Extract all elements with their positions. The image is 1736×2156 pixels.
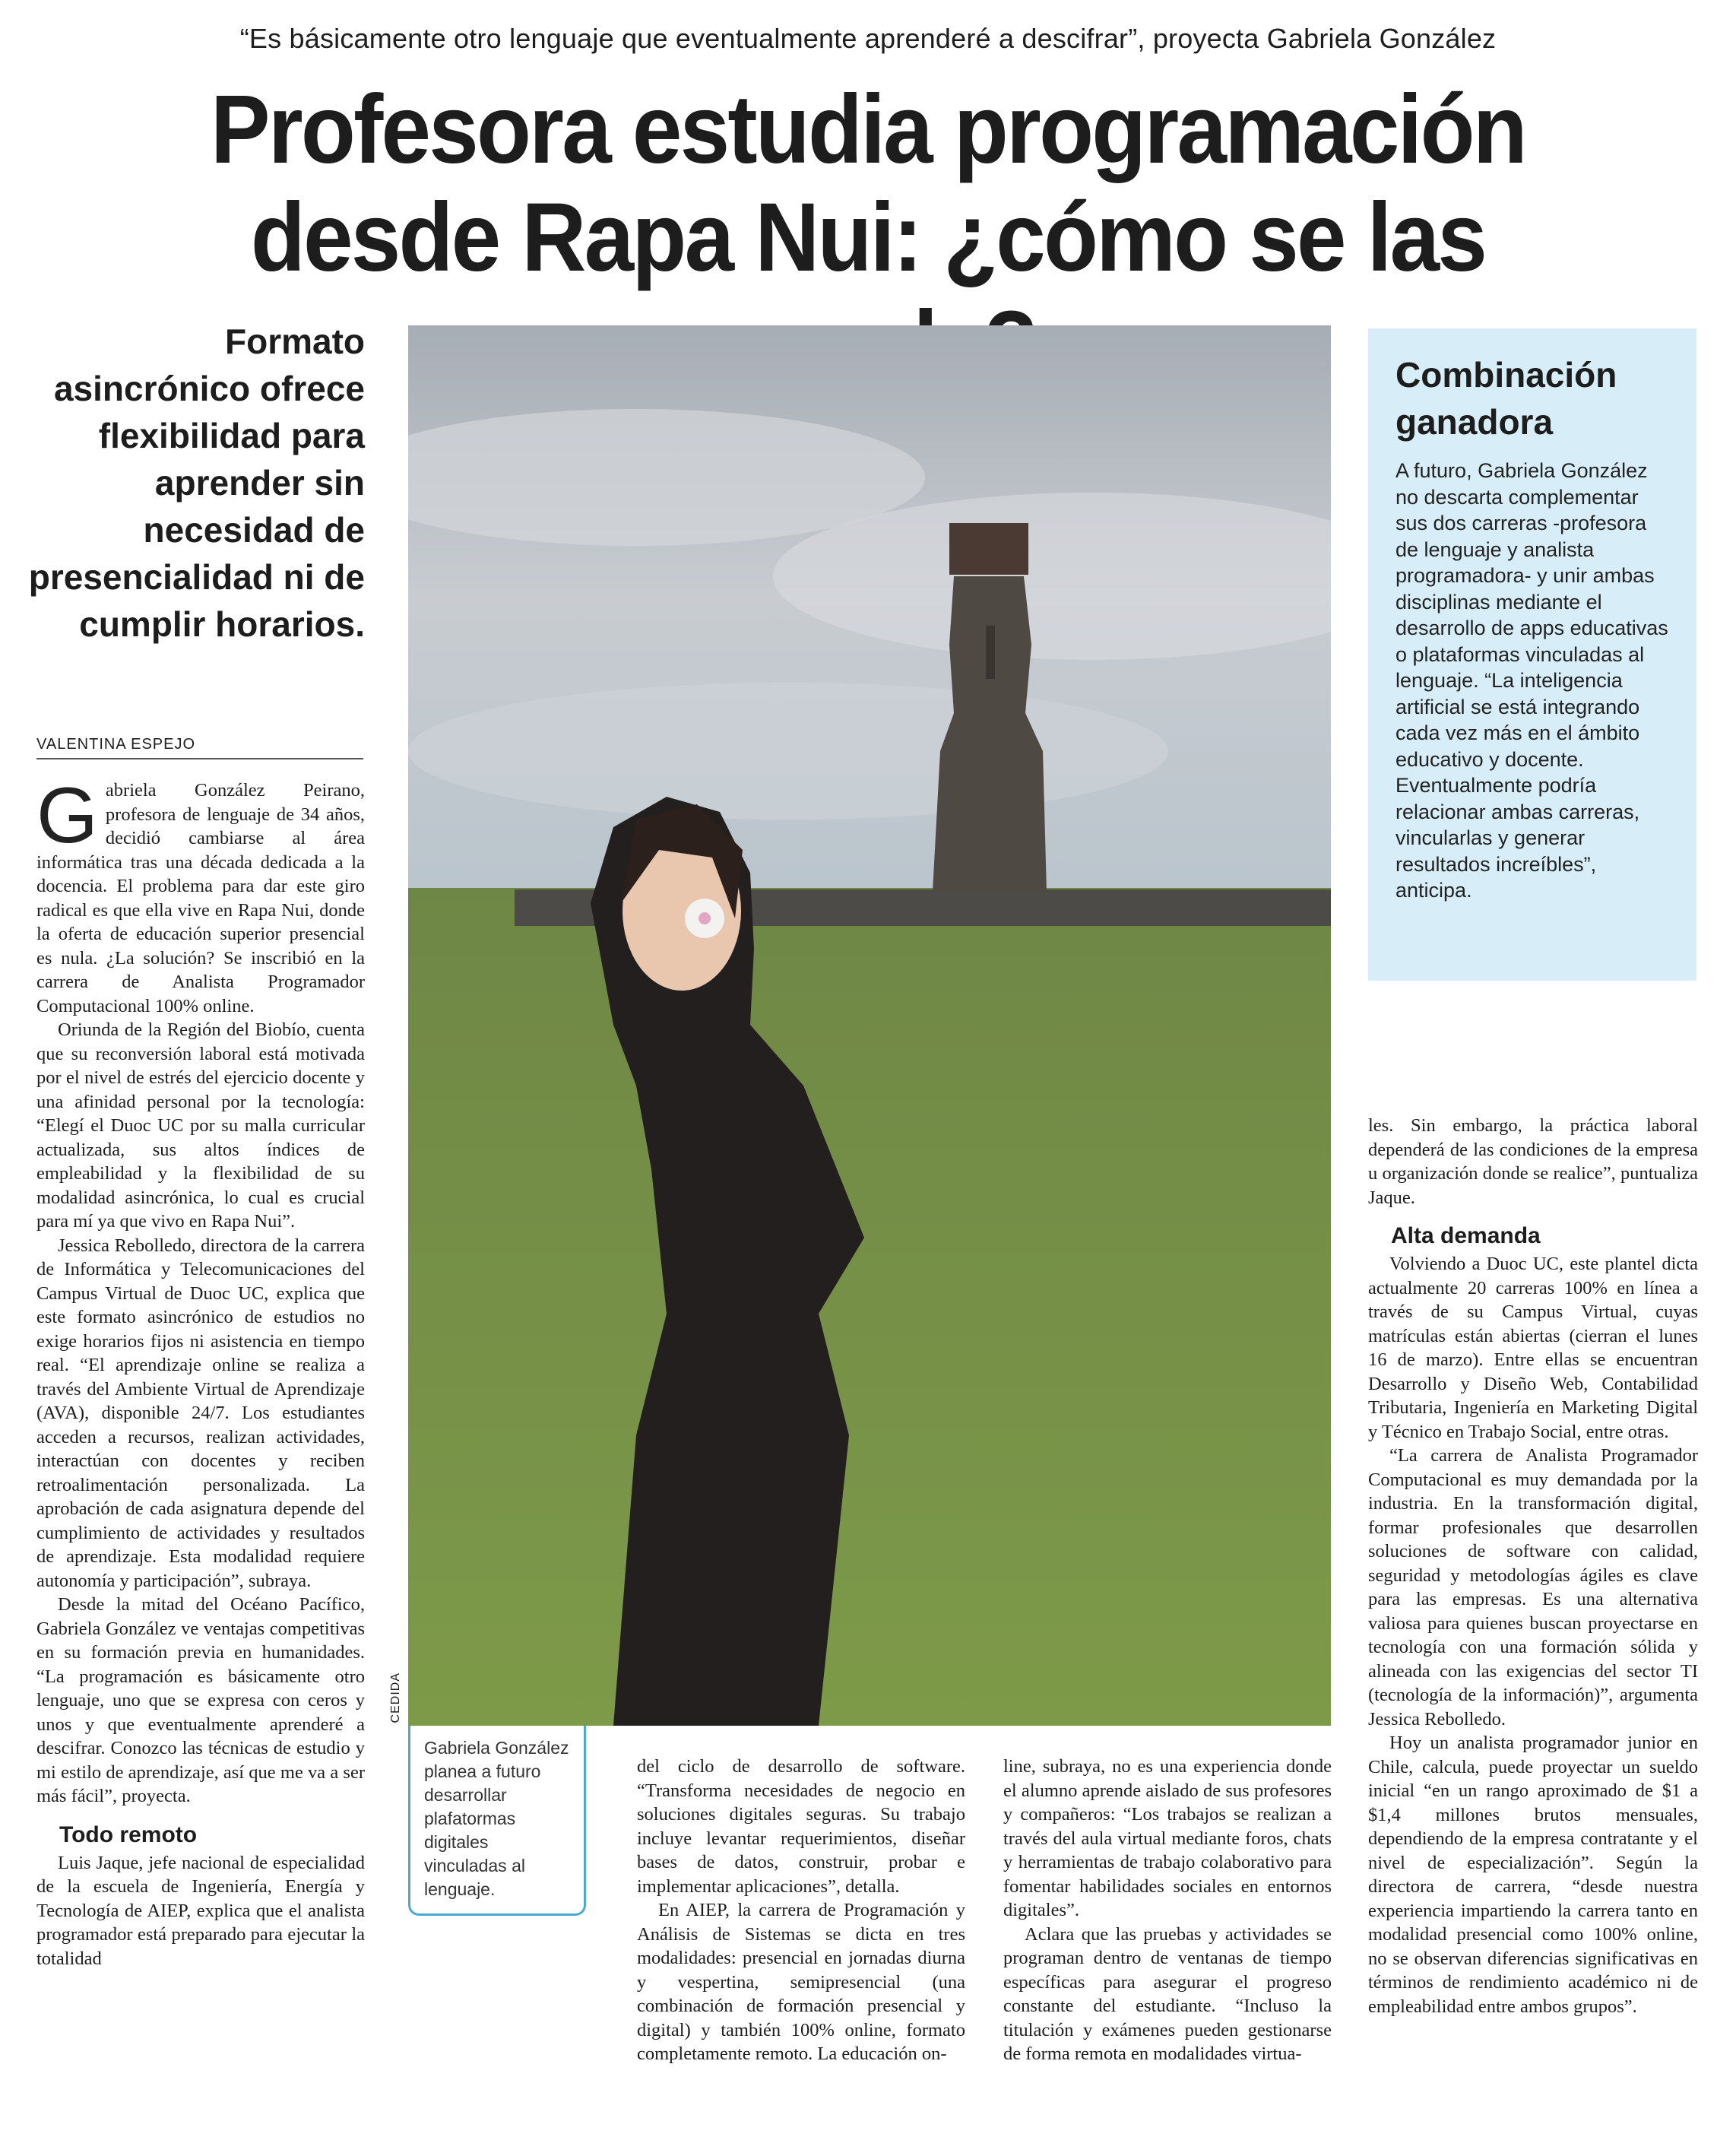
byline: VALENTINA ESPEJO xyxy=(36,736,363,759)
paragraph: “La carrera de Analista Programador Computacional es muy demandada por la industria. En la transformación digital, formar profesionales que desarrollen soluciones de software con calidad, seguridad y metodologías ágiles es clave para las empresas. Es una alternativa valiosa para quienes buscan proyectarse en tecnología con una formación sólida y alineada con las exigencias del sector TI (tecnología de la información)”, argumenta Jessica Rebolledo. xyxy=(1368,1445,1698,1730)
photo-caption: Gabriela González planea a futuro desarrollar plafatormas digitales vinculadas al lenguaje. xyxy=(408,1726,586,1916)
paragraph: Oriunda de la Región del Biobío, cuenta que su reconversión laboral está motivada por el nivel de estrés del ejercicio docente y una afinidad personal por la tecnología: “Elegí el Duoc UC por su malla curricular actualizada, sus altos índices de empleabilidad y la flexibilidad de su modalidad asincrónica, lo cual es crucial para mí ya que vivo en Rapa Nui”. xyxy=(36,1019,365,1232)
deck: Formato asincrónico ofrece flexibilidad para aprender sin necesidad de presencialidad ni de cumplir horarios. xyxy=(28,322,365,644)
drop-cap: G xyxy=(36,772,98,860)
paragraph: Jessica Rebolledo, directora de la carrera de Informática y Telecomunicaciones del Campus Virtual de Duoc UC, explica que este formato asincrónico de estudios no exige horarios fijos ni asistencia en tiempo real. “El aprendizaje online se realiza a través del Ambiente Virtual de Aprendizaje (AVA), disponible 24/7. Los estudiantes acceden a recursos, realizan actividades, interactúan con docentes y reciben retroalimentación personalizada. La aprobación de cada asignatura depende del cumplimiento de actividades y resultados de aprendizaje. Esta modalidad requiere autonomía y participación”, subraya. xyxy=(36,1235,365,1591)
kicker: “Es básicamente otro lenguaje que eventualmente aprenderé a descifrar”, proyecta Gabriela González xyxy=(239,23,1497,54)
headline: Profesora estudia programación desde Rapa Nui: ¿cómo se las xyxy=(211,75,1525,292)
photo xyxy=(408,325,1331,1726)
sidebar-box xyxy=(1368,328,1696,981)
article-column-2 xyxy=(637,1755,965,2066)
subheading-alta-demanda: Alta demanda xyxy=(1391,1223,1541,1248)
subheading-todo-remoto: Todo remoto xyxy=(59,1822,198,1847)
paragraph-text: abriela González Peirano, profesora de lenguaje de 34 años, decidió cambiarse al área informática tras una década dedicada a la docencia. El problema para dar este giro radical es que ella vive en Rapa Nui, donde la oferta de educación superior presencial es nula. ¿La solución? Se inscribió en la carrera de Analista Programador Computacional 100% online. xyxy=(36,780,365,1016)
paragraph: En AIEP, la carrera de Programación y Análisis de Sistemas se dicta en tres modalidades: presencial en jornadas diurna y vespertina, semipresencial (una combinación de formación presencial y digital) y también 100% online, formato completamente remoto. La educación on- xyxy=(637,1900,965,2064)
photo-illustration xyxy=(408,325,1331,1726)
paragraph: del ciclo de desarrollo de software. “Transforma necesidades de negocio en soluciones digitales seguras. Su trabajo incluye levantar requerimientos, diseñar bases de datos, construir, probar e implementar aplicaciones”, detalla. xyxy=(637,1756,965,1897)
article-column-1 xyxy=(36,772,365,1971)
article-column-3 xyxy=(1003,1755,1332,2066)
paragraph: line, subraya, no es una experiencia donde el alumno aprende aislado de sus profesores y compañeros: “Los trabajos se realizan a través del aula virtual mediante foros, chats y herramientas de trabajo colaborativo para fomentar habilidades sociales en entornos digitales”. xyxy=(1003,1756,1332,1920)
paragraph: les. Sin embargo, la práctica laboral dependerá de las condiciones de la empresa u organización donde se realice”, puntualiza Jaque. xyxy=(1368,1115,1698,1208)
paragraph: Aclara que las pruebas y actividades se programan dentro de ventanas de tiempo específicas para asegurar el progreso constante del estudiante. “Incluso la titulación y exámenes pueden gestionarse de forma remota en modalidades virtua- xyxy=(1003,1923,1332,2064)
sidebar-title: Combinación ganadora xyxy=(1395,355,1617,442)
photo-credit: CEDIDA xyxy=(389,1672,402,1723)
paragraph: Hoy un analista programador junior en Chile, calcula, puede proyectar un sueldo inicial “en un rango aproximado de $1 a $1,4 millones brutos mensuales, dependiendo de la empresa contratante y el nivel de especialización”. Según la directora de carrera, “desde nuestra experiencia impartiendo la carrera tanto en modalidad presencial como 100% online, no se observan diferencias significativas en términos de rendimiento académico ni de empleabilidad entre ambos grupos”. xyxy=(1368,1733,1698,2017)
sidebar-body: A futuro, Gabriela González no descarta complementar sus dos carreras -profesora de lenguaje y analista programadora- y unir ambas disciplinas mediante el desarrollo de apps educativas o plataformas vinculadas al lenguaje. “La inteligencia artificial se está integrando cada vez más en el ámbito educativo y docente. Eventualmente podría relacionar ambas carreras, vincularlas y generar resultados increíbles”, anticipa. xyxy=(1395,459,1668,902)
paragraph: Desde la mitad del Océano Pacífico, Gabriela González ve ventajas competitivas en su formación previa en humanidades. “La programación es básicamente otro lenguaje, uno que se expresa con ceros y unos y que eventualmente aprenderé a descifrar. Conozco las técnicas de estudio y mi estilo de aprendizaje, así que me va a ser más fácil”, proyecta. xyxy=(36,1594,365,1806)
paragraph xyxy=(36,772,365,1018)
paragraph: Volviendo a Duoc UC, este plantel dicta actualmente 20 carreras 100% en línea a través de su Campus Virtual, cuyas matrículas están abiertas (cierran el lunes 16 de marzo). Entre ellas se encuentran Desarrollo y Diseño Web, Contabilidad Tributaria, Ingeniería en Marketing Digital y Técnico en Trabajo Social, entre otras. xyxy=(1368,1254,1698,1442)
paragraph: Luis Jaque, jefe nacional de especialidad de la escuela de Ingeniería, Energía y Tecnología de AIEP, explica que el analista programador está preparado para ejecutar la totalidad xyxy=(36,1852,365,1969)
article-column-4 xyxy=(1368,1114,1698,2018)
